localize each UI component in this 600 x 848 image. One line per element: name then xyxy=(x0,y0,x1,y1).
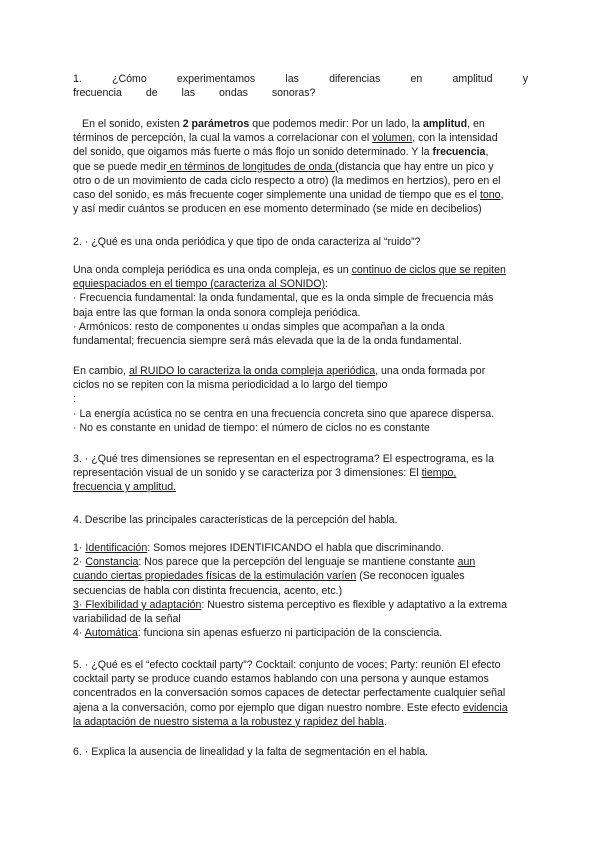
question-5-line-4: ajena a la conversación, como por ejemplo que digan nuestro nombre. Este efecto evidencia xyxy=(73,701,508,714)
answer-1 xyxy=(73,117,528,216)
question-4-line: 4. Describe las principales características de la percepción del habla. xyxy=(73,514,398,526)
question-3-line-2: representación visual de un sonido y se caracteriza por 3 dimensiones: El tiempo, xyxy=(73,467,457,480)
answer-2-noise-line-1: En cambio, al RUIDO lo caracteriza la onda compleja aperiódica, una onda formada por xyxy=(73,365,486,377)
question-5-line-2: cocktail party se produce cuando estamos hablando con una persona y aunque estamos xyxy=(73,673,489,686)
answer-4-line-6: variabilidad de la señal xyxy=(73,613,181,626)
answer-4-line-3: cuando ciertas propiedades físicas de la estimulación varíen (Se reconocen iguales xyxy=(73,570,465,583)
question-6 xyxy=(73,745,528,759)
answer-1-line-1: En el sonido, existen 2 parámetros que podemos medir: Por un lado, la amplitud, en xyxy=(82,118,485,130)
question-1 xyxy=(73,72,528,100)
question-1-line-1: 1. ¿Cómo experimentamos las diferencias en amplitud y xyxy=(73,73,528,85)
question-5 xyxy=(73,658,528,729)
question-1-line-2: frecuencia de las ondas sonoras? xyxy=(73,87,316,100)
answer-2-line-5: · Armónicos: resto de componentes u ondas simples que acompañan a la onda xyxy=(73,320,445,333)
answer-2-line-2: equiespaciados en el tiempo (caracteriza al SONIDO): xyxy=(73,278,328,291)
question-3-line-1: 3. · ¿Qué tres dimensiones se representan en el espectrograma? El espectrograma, es la xyxy=(73,453,495,465)
question-5-line-1: 5. · ¿Qué es el “efecto cocktail party”? Cocktail: conjunto de voces; Party: reunión El efecto xyxy=(73,659,501,671)
answer-1-line-7: y así medir cuántos se producen en ese momento determinado (se mide en decibelios) xyxy=(73,203,482,216)
question-2 xyxy=(73,235,528,249)
answer-2-line-6: fundamental; frecuencia siempre será más elevada que la de la onda fundamental. xyxy=(73,335,462,348)
answer-4-line-1: 1· Identificación: Somos mejores IDENTIFICANDO el habla que discriminando. xyxy=(73,542,444,554)
question-5-line-5: la adaptación de nuestro sistema a la robustez y rapidez del habla. xyxy=(73,715,387,728)
answer-2 xyxy=(73,263,528,348)
answer-1-line-3: del sonido, que oigamos más fuerte o más flojo un sonido determinado. Y la frecuencia, xyxy=(73,146,489,159)
answer-1-line-4: que se puede medir en términos de longitudes de onda (distancia que hay entre un pico y xyxy=(73,160,494,173)
answer-2-line-1: Una onda compleja periódica es una onda compleja, es un continuo de ciclos que se repiten xyxy=(73,264,506,276)
answer-2-noise-line-2: ciclos no se repiten con la misma periodicidad a lo largo del tiempo xyxy=(73,379,388,392)
question-5-line-3: concentrados en la conversación somos capaces de detectar perfectamente cualquier señal xyxy=(73,687,506,700)
question-3 xyxy=(73,452,528,495)
question-2-line: 2. · ¿Qué es una onda periódica y que tipo de onda caracteriza al “ruido”? xyxy=(73,236,421,248)
answer-1-line-5: otro o de un movimiento de cada ciclo respecto a otro) (la medimos en hertzios), pero en el xyxy=(73,174,501,187)
question-6-line: 6. · Explica la ausencia de linealidad y la falta de segmentación en el habla. xyxy=(73,746,429,758)
answer-1-line-6: caso del sonido, es más frecuente coger simplemente una unidad de tiempo que es el tono, xyxy=(73,189,504,202)
answer-4-line-5: 3· Flexibilidad y adaptación: Nuestro sistema perceptivo es flexible y adaptativo a la extrema xyxy=(73,598,507,611)
answer-2-noise-line-3: : xyxy=(73,393,76,406)
answer-1-line-2: términos de percepción, la cual la vamos a correlacionar con el volumen, con la intensidad xyxy=(73,132,498,145)
answer-2-line-3: · Frecuencia fundamental: la onda fundamental, que es la onda simple de frecuencia más xyxy=(73,292,494,305)
answer-4-line-7: 4· Automática: funciona sin apenas esfuerzo ni participación de la consciencia. xyxy=(73,627,443,640)
answer-2-noise-line-4: · La energía acústica no se centra en una frecuencia concreta sino que aparece dispersa. xyxy=(73,407,495,420)
answer-2-noise xyxy=(73,364,528,435)
answer-4 xyxy=(73,541,528,640)
answer-2-line-4: baja entre las que forman la onda sonora compleja periódica. xyxy=(73,306,361,319)
question-3-line-3: frecuencia y amplitud. xyxy=(73,481,177,494)
answer-4-line-2: 2· Constancia: Nos parece que la percepción del lenguaje se mantiene constante aun xyxy=(73,556,476,569)
answer-4-line-4: secuencias de habla con distinta frecuencia, acento, etc.) xyxy=(73,584,343,597)
answer-2-noise-line-5: · No es constante en unidad de tiempo: el número de ciclos no es constante xyxy=(73,421,430,434)
question-4 xyxy=(73,513,528,527)
